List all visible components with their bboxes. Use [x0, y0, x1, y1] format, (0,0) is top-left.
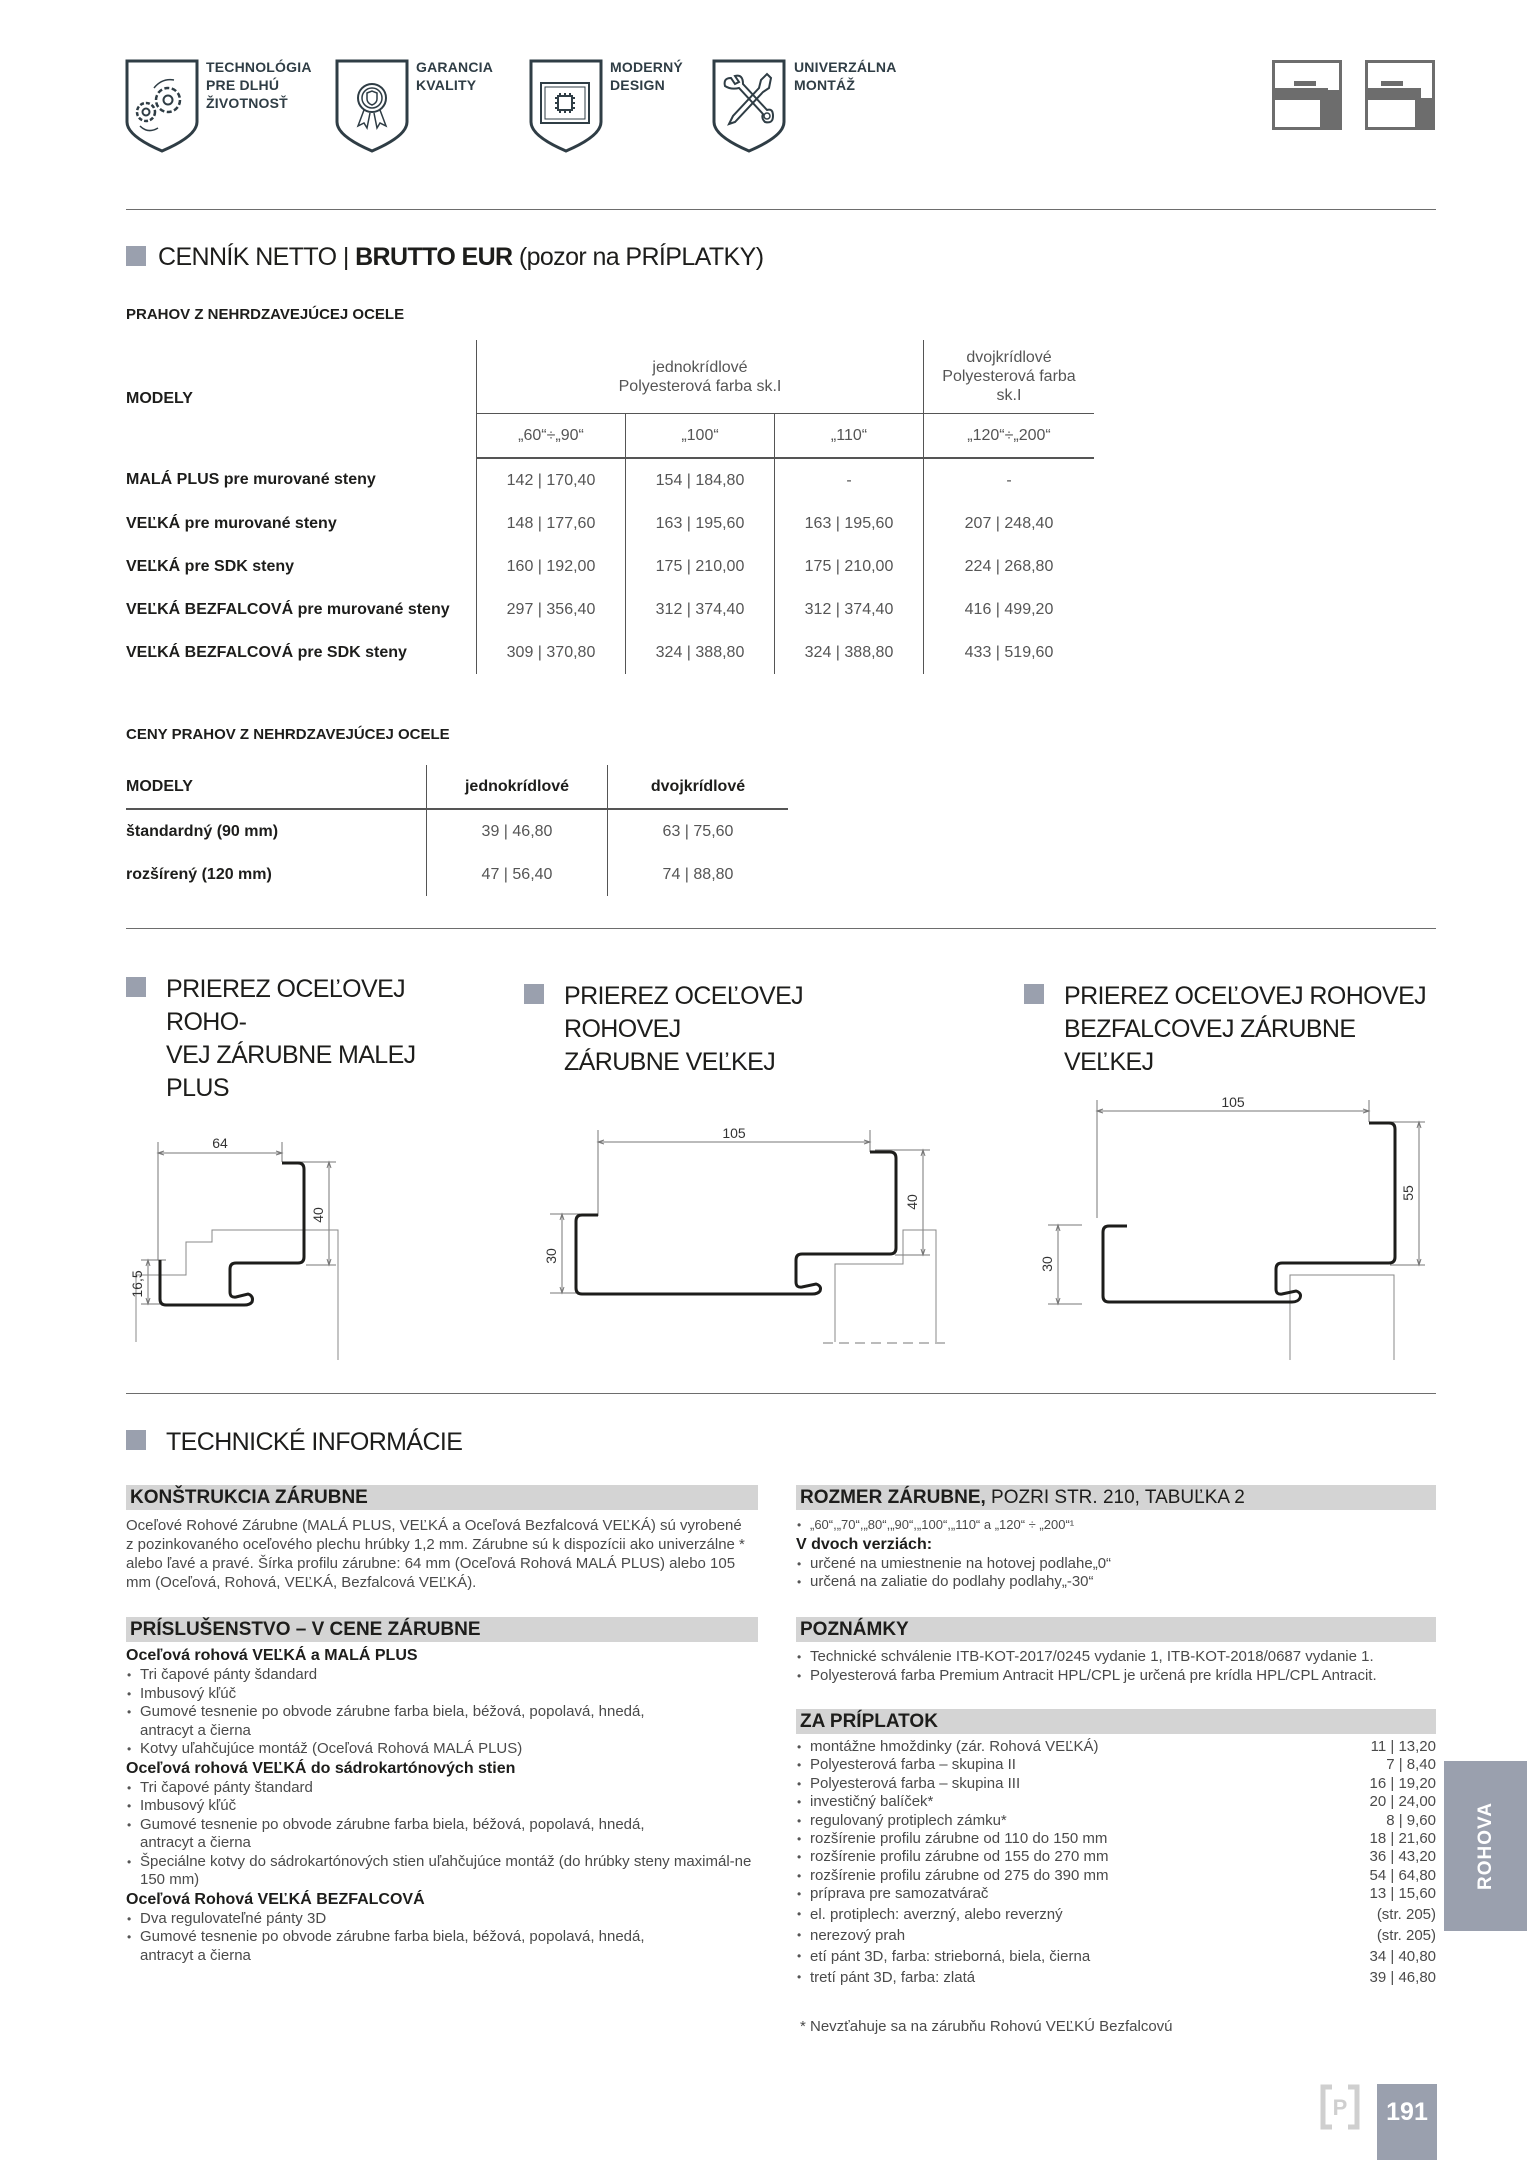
price-cell: 433 | 519,60 [924, 631, 1095, 674]
surcharge-label: • rozšírenie profilu zárubne od 275 do 390 mm [810, 1866, 1109, 1884]
versions-list [796, 1555, 1436, 1592]
price-cell: 224 | 268,80 [924, 545, 1095, 588]
section-text: TECHNICKÉ INFORMÁCIE [166, 1428, 463, 1456]
dimension-width: 64 [212, 1135, 228, 1151]
frame-wall-corner-icon [1272, 60, 1342, 135]
price-list-title [126, 243, 763, 272]
price-cell: 47 | 56,40 [427, 853, 608, 896]
badge-design-label: MODERNÝ DESIGN [610, 59, 683, 93]
price-cell: 63 | 75,60 [608, 809, 789, 853]
list-item [796, 1738, 1436, 1756]
table-row [126, 458, 1094, 502]
list-item [796, 1967, 1436, 1988]
badge-mounting-label: UNIVERZÁLNA MONTÁŽ [794, 59, 897, 93]
price-cell: 175 | 210,00 [626, 545, 775, 588]
models-header: MODELY [126, 390, 193, 407]
table-row [126, 809, 788, 853]
double-leaf-line3: sk.I [996, 387, 1022, 404]
price-cell: 148 | 177,60 [477, 502, 626, 545]
price-cell: - [924, 458, 1095, 502]
size-list [796, 1516, 1436, 1535]
dimension-height: 40 [310, 1207, 326, 1223]
surcharge-label: • rozšírenie profilu zárubne od 155 do 270 mm [810, 1848, 1109, 1866]
list-item: • Imbusový kľúč [126, 1685, 756, 1704]
price-cell: 309 | 370,80 [477, 631, 626, 674]
dimension-width: 105 [722, 1125, 746, 1141]
dimension-step: 30 [543, 1248, 559, 1264]
badge-technology-label: TECHNOLÓGIA PRE DLHÚ ŽIVOTNOSŤ [206, 59, 312, 111]
list-item [796, 1885, 1436, 1903]
accessory-group-title: Oceľová Rohová VEĽKÁ BEZFALCOVÁ [126, 1890, 425, 1908]
size-header: „110“ [775, 414, 924, 459]
list-item: • určené na umiestnenie na hotovej podlahe„0“ [796, 1555, 1436, 1574]
dimensions-header-rest: POZRI STR. 210, TABUĽKA 2 [985, 1487, 1245, 1508]
cross-section-drawing-velka [520, 1110, 950, 1360]
table-row [126, 588, 1094, 631]
divider [126, 209, 1436, 210]
double-leaf-header: dvojkrídlové [608, 765, 789, 809]
cross-section-drawing-bezfalcova [1030, 1070, 1440, 1360]
price-cell: 39 | 46,80 [427, 809, 608, 853]
table2-title: CENY PRAHOV Z NEHRDZAVEJÚCEJ OCELE [126, 726, 450, 743]
quality-rosette-icon [334, 58, 410, 154]
surcharge-price: 39 | 46,80 [1369, 1968, 1436, 1986]
list-item: • Polyesterová farba Premium Antracit HPL/CPL je určená pre krídla HPL/CPL Antracit. [796, 1667, 1436, 1686]
double-leaf-line1: dvojkrídlové [966, 349, 1052, 366]
accessories-list [126, 1646, 756, 1965]
single-leaf-header: jednokrídlové [427, 765, 608, 809]
surcharge-price: 16 | 19,20 [1369, 1774, 1436, 1792]
section-marker [126, 246, 146, 266]
price-cell: 312 | 374,40 [775, 588, 924, 631]
surcharge-price: 54 | 64,80 [1369, 1866, 1436, 1884]
list-item: • „60“,„70“,„80“,„90“,„100“,„110“ a „120“ ÷ „200“¹ [796, 1516, 1436, 1535]
list-item: • Špeciálne kotvy do sádrokartónových stien uľahčujúce montáž (do hrúbky steny maximál-ne 150 mm) [126, 1853, 756, 1890]
construction-header: KONŠTRUKCIA ZÁRUBNE [126, 1485, 758, 1510]
list-item: • Tri čapové pánty šdandard [126, 1666, 756, 1685]
table1-title: PRAHOV Z NEHRDZAVEJÚCEJ OCELE [126, 306, 405, 323]
single-leaf-line1: jednokrídlové [652, 358, 748, 376]
divider [126, 1393, 1436, 1394]
dimension-width: 105 [1221, 1094, 1245, 1110]
table-row [126, 853, 788, 896]
side-tab-label: ROHOVA [1474, 1802, 1496, 1890]
list-item: • Dva regulovateľné pánty 3D [126, 1910, 756, 1929]
row-model: VEĽKÁ pre murované steny [126, 514, 337, 532]
surcharge-label: • nerezový prah [810, 1926, 906, 1944]
size-header: „120“÷„200“ [924, 414, 1095, 459]
surcharge-price: 8 | 9,60 [1386, 1811, 1436, 1829]
price-cell: 163 | 195,60 [775, 502, 924, 545]
single-leaf-line2: Polyesterová farba sk.I [618, 377, 782, 395]
badge-quality-label: GARANCIA KVALITY [416, 59, 494, 93]
cross-section-title-bezfalcova [1024, 980, 1434, 1079]
table-row [126, 545, 1094, 588]
list-item [796, 1925, 1436, 1946]
list-item: • Gumové tesnenie po obvode zárubne farba biela, béžová, popolavá, hnedá, antracyt a čierna [126, 1928, 756, 1965]
list-item: • Technické schválenie ITB-KOT-2017/0245 vydanie 1, ITB-KOT-2018/0687 vydanie 1. [796, 1648, 1436, 1667]
single-leaf-header [477, 340, 924, 414]
surcharge-header: ZA PRÍPLATOK [796, 1709, 1436, 1734]
row-model: MALÁ PLUS pre murované steny [126, 471, 376, 488]
surcharge-label: • el. protiplech: averzný, alebo reverzný [810, 1905, 1063, 1923]
surcharge-label: • investičný balíček* [810, 1793, 934, 1811]
badge-technology [124, 58, 200, 154]
price-cell: 416 | 499,20 [924, 588, 1095, 631]
double-leaf-line2: Polyesterová farba [942, 368, 1076, 385]
page-number: 191 [1377, 2084, 1437, 2160]
badge-mounting [711, 58, 787, 154]
row-model: VEĽKÁ BEZFALCOVÁ pre murované steny [126, 600, 450, 618]
section-marker [524, 984, 544, 1004]
technical-info-title [126, 1426, 626, 1459]
frame-floor-corner-icon [1365, 60, 1435, 135]
list-item [796, 1867, 1436, 1885]
list-item [796, 1848, 1436, 1866]
dimension-step: 30 [1039, 1256, 1055, 1272]
price-cell: 163 | 195,60 [626, 502, 775, 545]
table-row [126, 502, 1094, 545]
surcharge-label: • príprava pre samozatvárač [810, 1885, 989, 1903]
accessory-list [126, 1910, 756, 1966]
list-item [796, 1812, 1436, 1830]
price-cell: 324 | 388,80 [775, 631, 924, 674]
notes [796, 1648, 1436, 1685]
list-item [796, 1793, 1436, 1811]
size-header: „60“÷„90“ [477, 414, 626, 459]
notes-list [796, 1648, 1436, 1685]
surcharge-label: • tretí pánt 3D, farba: zlatá [810, 1968, 976, 1986]
price-cell: - [775, 458, 924, 502]
divider [126, 928, 1436, 929]
surcharge-label: • Polyesterová farba – skupina III [810, 1774, 1021, 1792]
row-model: VEĽKÁ pre SDK steny [126, 557, 295, 575]
tools-icon [711, 58, 787, 154]
surcharge-label: • regulovaný protiplech zámku* [810, 1811, 1007, 1829]
dimension-height: 55 [1400, 1185, 1416, 1201]
models-header: MODELY [126, 765, 427, 809]
accessory-list [126, 1779, 756, 1890]
table-row [126, 631, 1094, 674]
surcharge-price: 13 | 15,60 [1369, 1885, 1436, 1903]
section-marker [126, 977, 146, 997]
surcharge-price: 7 | 8,40 [1386, 1756, 1436, 1774]
list-item: • Tri čapové pánty štandard [126, 1779, 756, 1798]
side-tab-rohova[interactable] [1444, 1761, 1527, 1931]
dimension-step: 16,5 [129, 1270, 145, 1298]
accessories-header: PRÍSLUŠENSTVO – V CENE ZÁRUBNE [126, 1617, 758, 1642]
dimensions-header [796, 1485, 1436, 1510]
title-brutto: BRUTTO EUR [355, 243, 513, 271]
surcharge-price: (str. 205) [1376, 1905, 1436, 1923]
versions-label: V dvoch verziách: [796, 1535, 933, 1553]
section-text: PRIEREZ OCEĽOVEJ ROHOVEJ ZÁRUBNE VEĽKEJ [564, 982, 804, 1076]
list-item: • Gumové tesnenie po obvode zárubne farba biela, béžová, popolavá, hnedá, antracyt a čierna [126, 1703, 756, 1740]
price-cell: 324 | 388,80 [626, 631, 775, 674]
section-text: PRIEREZ OCEĽOVEJ ROHOVEJ BEZFALCOVEJ ZÁRUBNE VEĽKEJ [1064, 982, 1427, 1076]
list-item: • určená na zaliatie do podlahy podlahy„-30“ [796, 1573, 1436, 1592]
price-cell: 297 | 356,40 [477, 588, 626, 631]
construction-text: Oceľové Rohové Zárubne (MALÁ PLUS, VEĽKÁ a Oceľová Bezfalcová VEĽKÁ) sú vyrobené z pozinkovaného oceľového plechu hrúbky 1,2 mm. Zárubne sú k dispozícii ako univerzálne * alebo ľavé a pravé. Šírka profilu zárubne: 64 mm (Oceľová Rohová MALÁ PLUS) alebo 105 mm (Oceľová, Rohová, VEĽKÁ, Bezfalcová VEĽKÁ). [126, 1517, 745, 1591]
size-header: „100“ [626, 414, 775, 459]
threshold-extra-table [126, 765, 788, 896]
cross-section-drawing-mala-plus [126, 1100, 456, 1360]
brand-logo-letter: P [1332, 2095, 1348, 2120]
dimension-height: 40 [904, 1194, 920, 1210]
list-item [796, 1756, 1436, 1774]
surcharge-label: • Polyesterová farba – skupina II [810, 1756, 1016, 1774]
row-model: VEĽKÁ BEZFALCOVÁ pre SDK steny [126, 643, 407, 661]
surcharge-price: (str. 205) [1376, 1926, 1436, 1944]
price-cell: 312 | 374,40 [626, 588, 775, 631]
price-cell: 74 | 88,80 [608, 853, 789, 896]
surcharge-label: • rozšírenie profilu zárubne od 110 do 150 mm [810, 1830, 1108, 1848]
cross-section-title-velka [524, 980, 904, 1079]
list-item [796, 1830, 1436, 1848]
accessory-group-title: Oceľová rohová VEĽKÁ do sádrokartónových stien [126, 1759, 516, 1777]
dimensions-info [796, 1516, 1436, 1592]
notes-header: POZNÁMKY [796, 1617, 1436, 1642]
badge-design [528, 58, 604, 154]
section-marker [1024, 984, 1044, 1004]
title-netto: CENNÍK NETTO | [158, 243, 356, 271]
double-leaf-header [924, 340, 1095, 414]
surcharge-label: • etí pánt 3D, farba: strieborná, biela, čierna [810, 1947, 1091, 1965]
list-item [796, 1775, 1436, 1793]
surcharge-price: 11 | 13,20 [1370, 1738, 1436, 1755]
price-cell: 175 | 210,00 [775, 545, 924, 588]
row-model: rozšírený (120 mm) [126, 865, 272, 883]
threshold-price-table [126, 340, 1094, 674]
surcharge-price: 18 | 21,60 [1369, 1830, 1436, 1848]
accessory-group-title: Oceľová rohová VEĽKÁ a MALÁ PLUS [126, 1647, 418, 1664]
price-cell: 154 | 184,80 [626, 458, 775, 502]
row-model: štandardný (90 mm) [126, 822, 279, 840]
gears-icon [124, 58, 200, 154]
surcharge-price: 34 | 40,80 [1369, 1947, 1436, 1965]
badge-quality [334, 58, 410, 154]
cross-section-title-mala-plus [126, 973, 466, 1105]
dimensions-header-bold: ROZMER ZÁRUBNE, [800, 1487, 986, 1508]
surcharge-label: • montážne hmoždinky (zár. Rohová VEĽKÁ) [810, 1738, 1099, 1755]
surcharge-price: 36 | 43,20 [1369, 1848, 1436, 1866]
price-cell: 207 | 248,40 [924, 502, 1095, 545]
section-text: PRIEREZ OCEĽOVEJ ROHO- VEJ ZÁRUBNE MALEJ PLUS [166, 975, 416, 1102]
price-cell: 142 | 170,40 [477, 458, 626, 502]
surcharge-price: 20 | 24,00 [1369, 1793, 1436, 1811]
title-note: (pozor na PRÍPLATKY) [512, 243, 764, 271]
section-marker [126, 1430, 146, 1450]
accessory-list [126, 1666, 756, 1759]
price-cell: 160 | 192,00 [477, 545, 626, 588]
footnote: * Nevzťahuje sa na zárubňu Rohovú VEĽKÚ Bezfalcovú [800, 2018, 1173, 2035]
list-item: • Kotvy uľahčujúce montáž (Oceľová Rohová MALÁ PLUS) [126, 1740, 756, 1759]
chip-design-icon [528, 58, 604, 154]
brand-logo-icon [1320, 2084, 1360, 2135]
list-item [796, 1946, 1436, 1967]
list-item [796, 1904, 1436, 1925]
surcharge-list [796, 1738, 1436, 1988]
list-item: • Imbusový kľúč [126, 1797, 756, 1816]
list-item: • Gumové tesnenie po obvode zárubne farba biela, béžová, popolavá, hnedá, antracyt a čierna [126, 1816, 756, 1853]
